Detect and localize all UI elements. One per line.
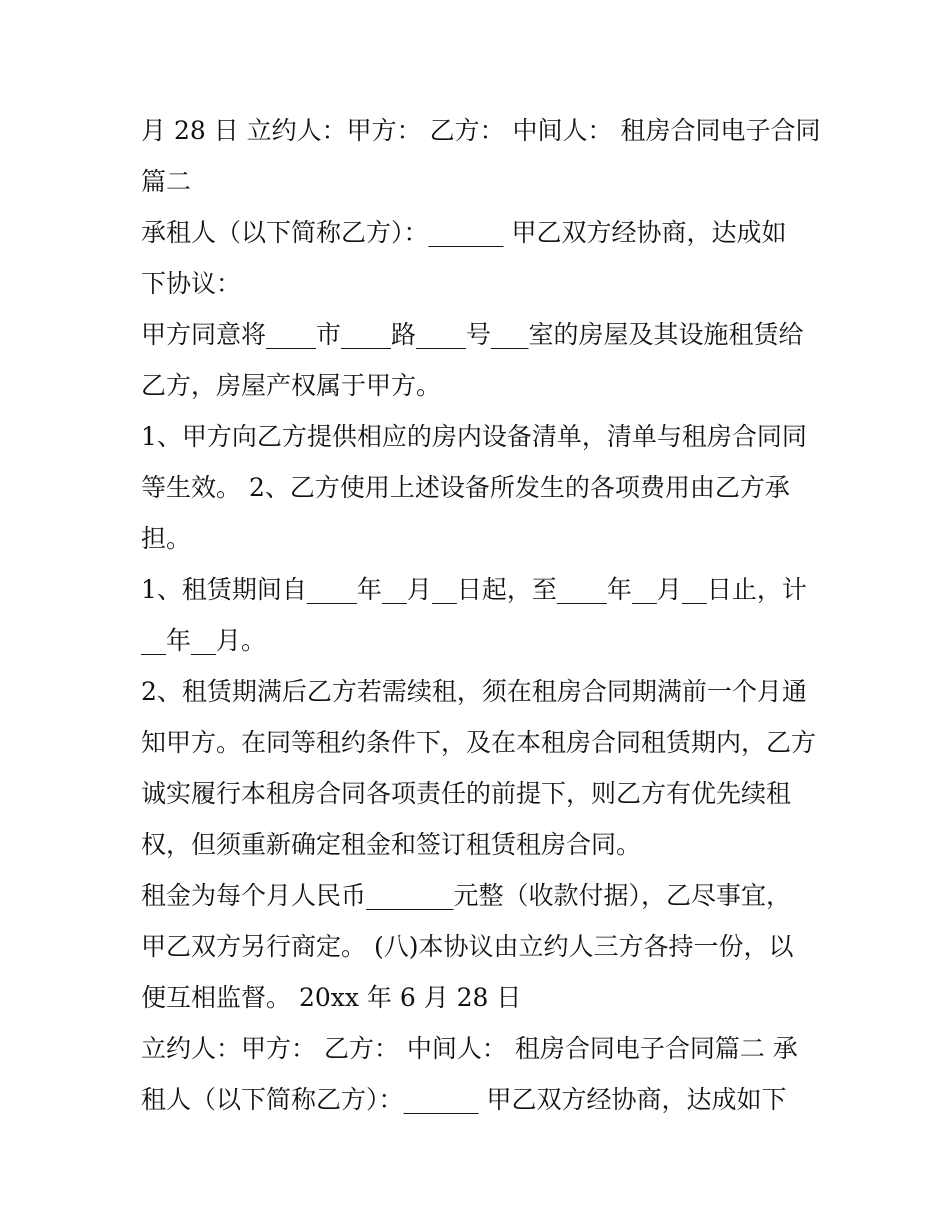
- text-line: 下协议：: [141, 269, 242, 298]
- text-line: 篇二: [141, 167, 192, 196]
- text-line: 便互相监督。 20xx 年 6 月 28 日: [141, 983, 522, 1012]
- text-line: 乙方，房屋产权属于甲方。: [141, 371, 442, 400]
- text-line: 诚实履行本租房合同各项责任的前提下，则乙方有优先续租: [141, 779, 792, 808]
- text-line: 租人（以下简称乙方）：______ 甲乙双方经协商，达成如下: [141, 1085, 787, 1114]
- text-line: 立约人：甲方： 乙方： 中间人： 租房合同电子合同篇二 承: [141, 1034, 798, 1063]
- text-line: __年__月。: [141, 626, 267, 655]
- text-line: 权，但须重新确定租金和签订租赁租房合同。: [141, 830, 642, 859]
- text-line: 等生效。 2、乙方使用上述设备所发生的各项费用由乙方承: [141, 473, 790, 502]
- text-line: 承租人（以下简称乙方）：______ 甲乙双方经协商，达成如: [141, 218, 787, 247]
- text-line: 甲乙双方另行商定。 (八)本协议由立约人三方各持一份，以: [141, 932, 794, 961]
- text-line: 1、租赁期间自____年__月__日起，至____年__月__日止，计: [141, 575, 807, 604]
- contract-text: [141, 105, 821, 1125]
- text-line: 月 28 日 立约人：甲方： 乙方： 中间人： 租房合同电子合同: [141, 116, 821, 145]
- text-line: 甲方同意将____市____路____号___室的房屋及其设施租赁给: [141, 320, 804, 349]
- text-line: 担。: [141, 524, 192, 553]
- text-line: 知甲方。在同等租约条件下，及在本租房合同租赁期内，乙方: [141, 728, 817, 757]
- text-line: 租金为每个月人民币_______元整（收款付据），乙尽事宜，: [141, 881, 792, 910]
- text-line: 2、租赁期满后乙方若需续租，须在租房合同期满前一个月通: [141, 677, 807, 706]
- text-line: 1、甲方向乙方提供相应的房内设备清单，清单与租房合同同: [141, 422, 807, 451]
